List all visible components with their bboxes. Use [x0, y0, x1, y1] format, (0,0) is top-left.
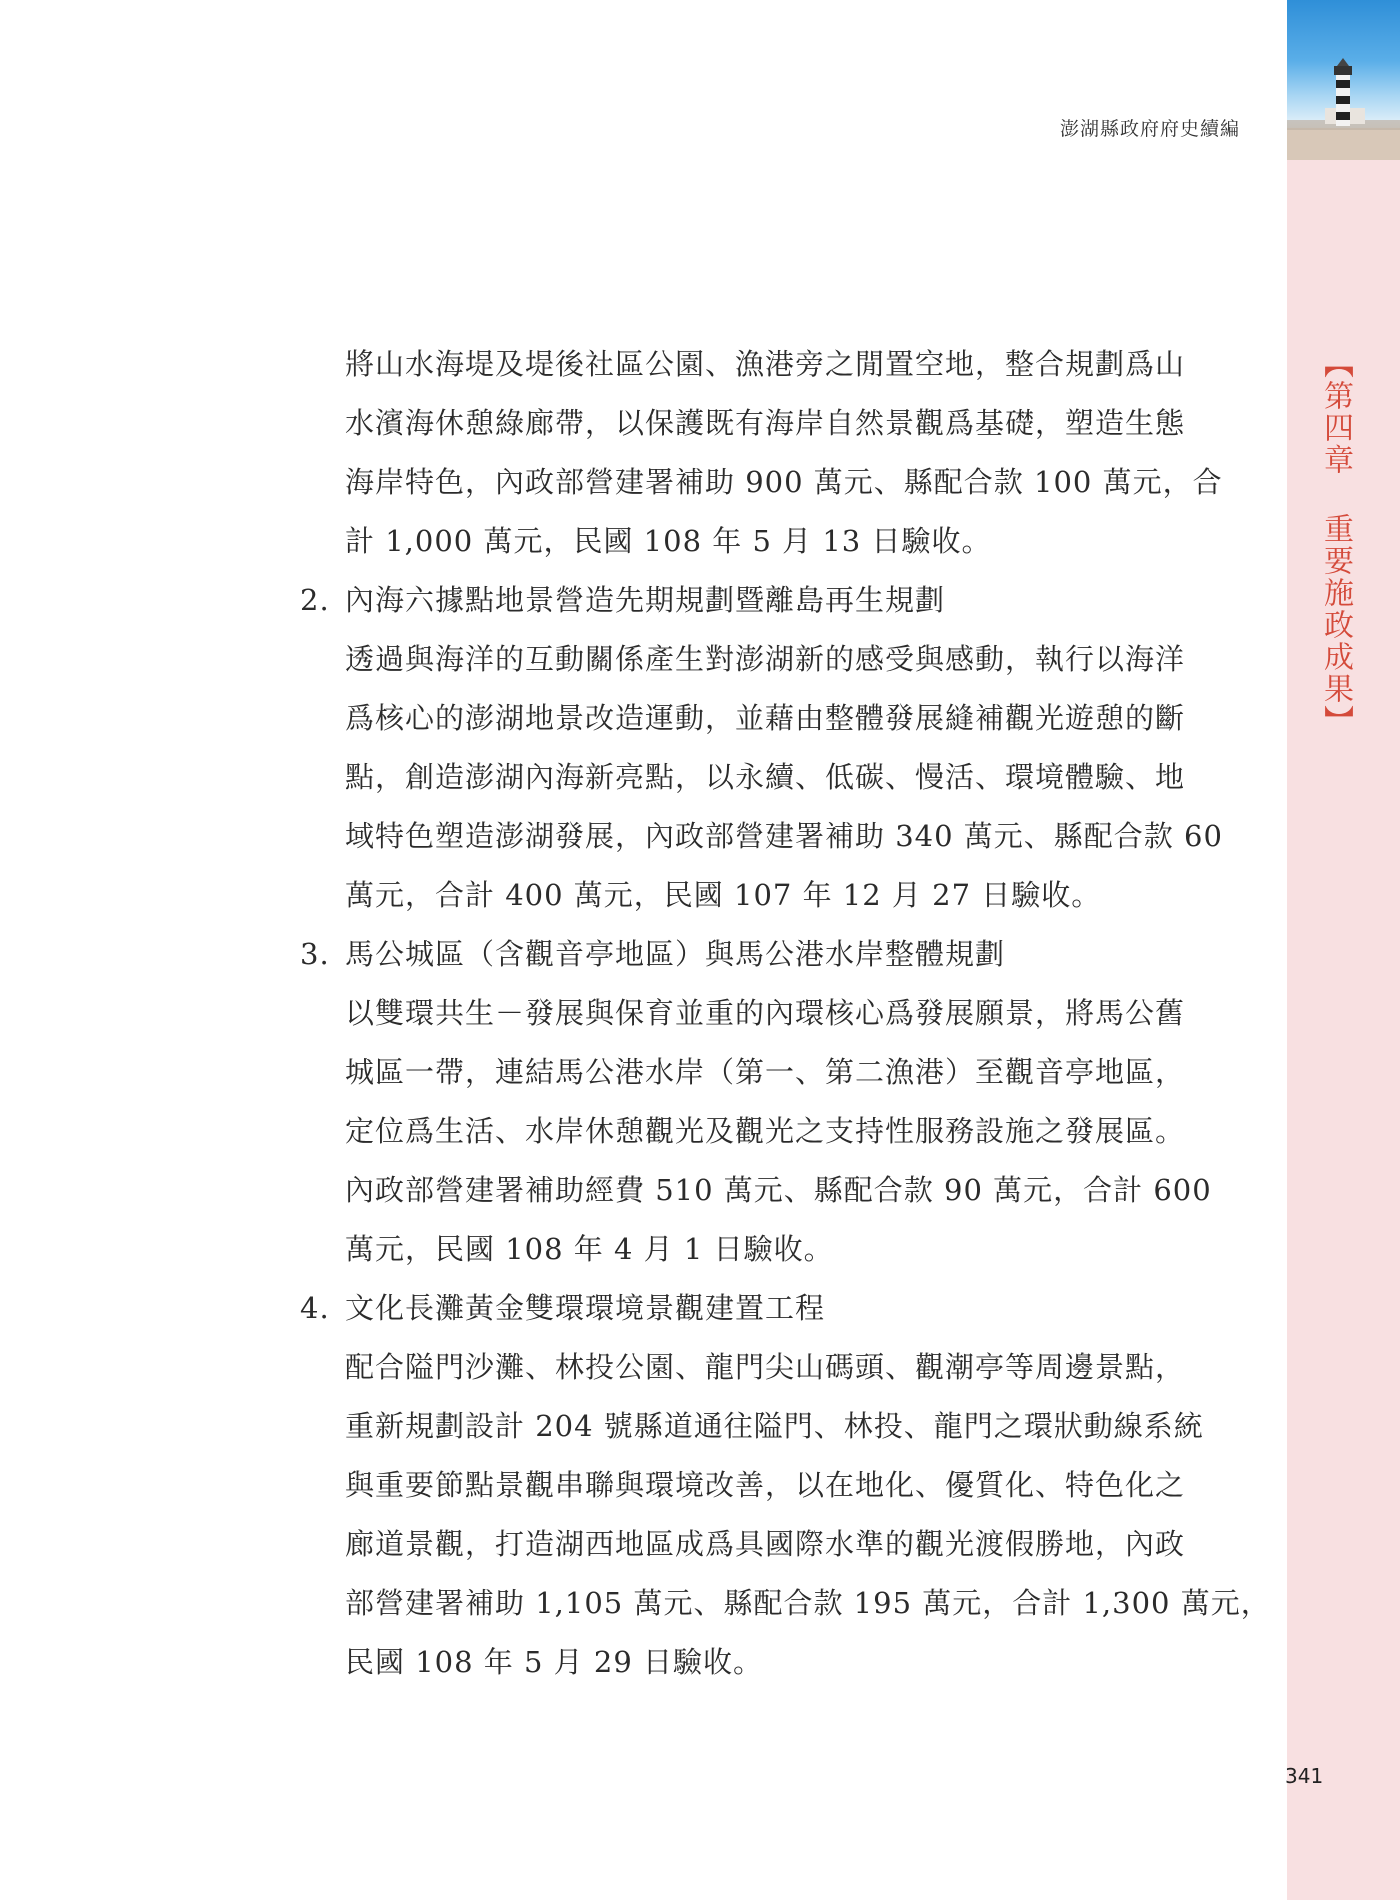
- item-heading: [300, 1279, 1240, 1338]
- item-heading: [300, 571, 1240, 630]
- text-line: 配合隘門沙灘、林投公園、龍門尖山碼頭、觀潮亭等周邊景點，: [345, 1350, 1186, 1384]
- text-line: 城區一帶，連結馬公港水岸（第一、第二漁港）至觀音亭地區，: [345, 1055, 1186, 1089]
- text-line: 爲核心的澎湖地景改造運動，並藉由整體發展縫補觀光遊憩的斷: [345, 701, 1186, 735]
- text-line: 與重要節點景觀串聯與環境改善，以在地化、優質化、特色化之: [345, 1468, 1186, 1502]
- item-number: 4.: [300, 1291, 330, 1325]
- text-line: 將山水海堤及堤後社區公園、漁港旁之閒置空地，整合規劃爲山: [345, 347, 1186, 381]
- side-color-band: [1287, 0, 1400, 1900]
- item-title: 馬公城區（含觀音亭地區）與馬公港水岸整體規劃: [345, 937, 1006, 971]
- text-line: 以雙環共生－發展與保育並重的內環核心爲發展願景，將馬公舊: [345, 996, 1186, 1030]
- text-line: 點，創造澎湖內海新亮點，以永續、低碳、慢活、環境體驗、地: [345, 760, 1186, 794]
- item-heading: [300, 925, 1240, 984]
- text-line: 重新規劃設計 204 號縣道通往隘門、林投、龍門之環狀動線系統: [345, 1409, 1204, 1443]
- text-line: 部營建署補助 1,105 萬元、縣配合款 195 萬元，合計 1,300 萬元，: [345, 1586, 1271, 1620]
- chapter-side-tab: 【第四章 重要施政成果】: [1318, 348, 1353, 737]
- paragraph-2: [300, 571, 1240, 925]
- item-number: 3.: [300, 937, 330, 971]
- paragraph-1: [300, 335, 1240, 571]
- text-line: 萬元，合計 400 萬元，民國 107 年 12 月 27 日驗收。: [345, 878, 1102, 912]
- page-number: 341: [1285, 1764, 1324, 1788]
- text-line: 廊道景觀，打造湖西地區成爲具國際水準的觀光渡假勝地，內政: [345, 1527, 1186, 1561]
- text-line: 計 1,000 萬元，民國 108 年 5 月 13 日驗收。: [345, 524, 992, 558]
- running-header: 澎湖縣政府府史續編: [1059, 118, 1240, 140]
- paragraph-4: [300, 1279, 1271, 1692]
- body-text: [300, 335, 1271, 1692]
- item-number: 2.: [300, 583, 330, 617]
- item-title: 文化長灘黃金雙環環境景觀建置工程: [345, 1291, 826, 1325]
- text-line: 域特色塑造澎湖發展，內政部營建署補助 340 萬元、縣配合款 60: [345, 819, 1223, 853]
- text-line: 海岸特色，內政部營建署補助 900 萬元、縣配合款 100 萬元，合: [345, 465, 1223, 499]
- item-title: 內海六據點地景營造先期規劃暨離島再生規劃: [345, 583, 946, 617]
- text-line: 透過與海洋的互動關係產生對澎湖新的感受與感動，執行以海洋: [345, 642, 1186, 676]
- text-line: 萬元，民國 108 年 4 月 1 日驗收。: [345, 1232, 834, 1266]
- text-line: 民國 108 年 5 月 29 日驗收。: [345, 1645, 764, 1679]
- text-line: 水濱海休憩綠廊帶，以保護既有海岸自然景觀爲基礎，塑造生態: [345, 406, 1186, 440]
- paragraph-3: [300, 925, 1240, 1279]
- text-line: 定位爲生活、水岸休憩觀光及觀光之支持性服務設施之發展區。: [345, 1114, 1186, 1148]
- text-line: 內政部營建署補助經費 510 萬元、縣配合款 90 萬元，合計 600: [345, 1173, 1212, 1207]
- lighthouse-icon: [1287, 0, 1400, 160]
- lighthouse-photo: [1287, 0, 1400, 160]
